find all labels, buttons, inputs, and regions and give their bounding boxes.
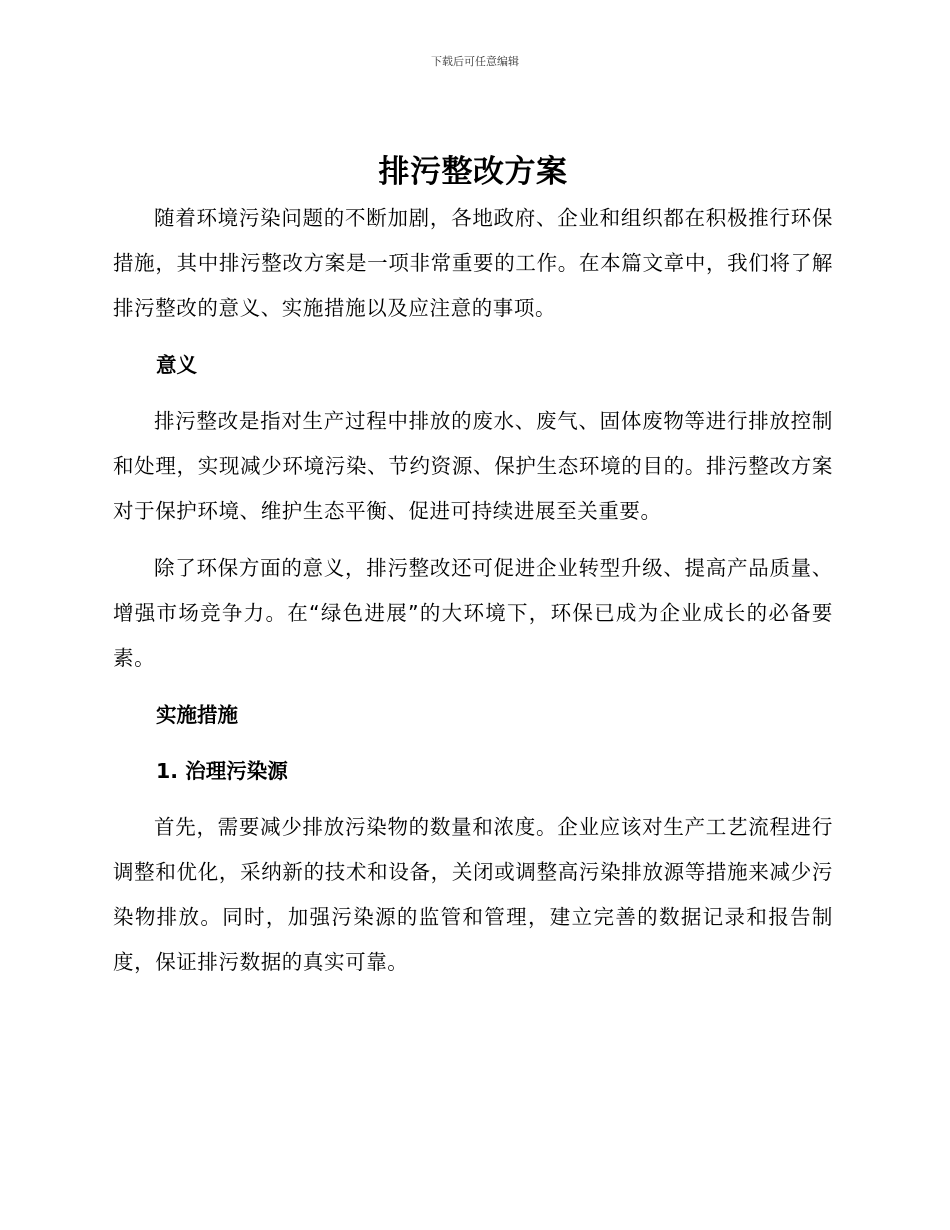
- spacer: [113, 387, 833, 399]
- document-body: [113, 148, 833, 985]
- measures-paragraph-1: 首先，需要减少排放污染物的数量和浓度。企业应该对生产工艺流程进行调整和优化，采纳新的技术和设备，关闭或调整高污染排放源等措施来减少污染物排放。同时，加强污染源的监管和管理，建立完善的数据记录和报告制度，保证排污数据的真实可靠。: [113, 815, 833, 974]
- spacer: [113, 681, 833, 693]
- spacer: [113, 793, 833, 805]
- intro-paragraph: 随着环境污染问题的不断加剧，各地政府、企业和组织都在积极推行环保措施，其中排污整改方案是一项非常重要的工作。在本篇文章中，我们将了解排污整改的意义、实施措施以及应注意的事项。: [113, 206, 833, 320]
- subheading-pollution-source: 1. 治理污染源: [156, 759, 288, 783]
- spacer: [113, 534, 833, 546]
- spacer: [113, 737, 833, 749]
- meaning-paragraph-2: 除了环保方面的意义，排污整改还可促进企业转型升级、提高产品质量、增强市场竞争力。在“绿色进展”的大环境下，环保已成为企业成长的必备要素。: [113, 556, 833, 670]
- header-note: 下载后可任意编辑: [431, 55, 519, 68]
- spacer: [113, 331, 833, 343]
- section-heading-meaning: 意义: [156, 353, 197, 377]
- meaning-paragraph-1: 排污整改是指对生产过程中排放的废水、废气、固体废物等进行排放控制和处理，实现减少环境污染、节约资源、保护生态环境的目的。排污整改方案对于保护环境、维护生态平衡、促进可持续进展至关重要。: [113, 409, 833, 523]
- document-title: 排污整改方案: [378, 154, 568, 190]
- section-heading-measures: 实施措施: [156, 703, 238, 727]
